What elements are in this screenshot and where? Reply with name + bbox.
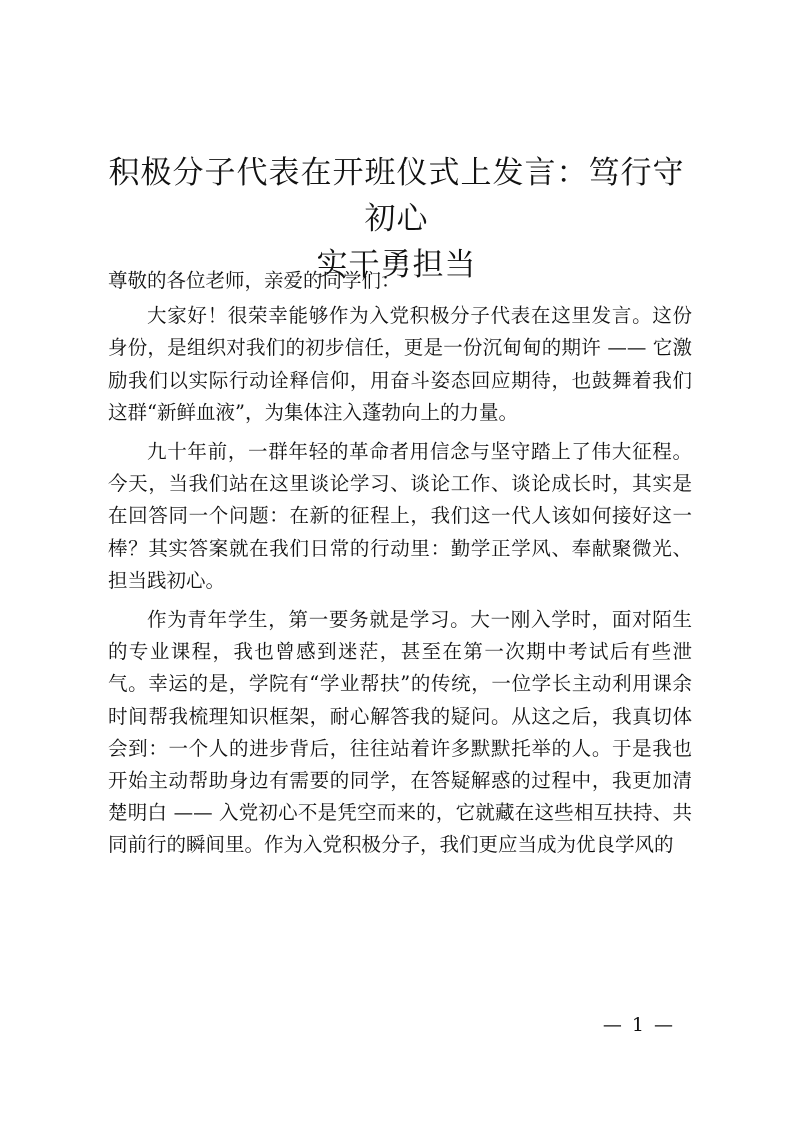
salutation: 尊敬的各位老师，亲爱的同学们： <box>108 269 401 292</box>
paragraph-1: 大家好！很荣幸能够作为入党积极分子代表在这里发言。这份身份，是组织对我们的初步信任，更是一份沉甸甸的期许 —— 它激励我们以实际行动诠释信仰，用奋斗姿态回应期待，也鼓舞着我们这群“新鲜血液”，为集体注入蓬勃向上的力量。 <box>108 304 692 424</box>
paragraph-3: 作为青年学生，第一要务就是学习。大一刚入学时，面对陌生的专业课程，我也曾感到迷茫，甚至在第一次期中考试后有些泄气。幸运的是，学院有“学业帮扶”的传统，一位学长主动利用课余时间帮我梳理知识框架，耐心解答我的疑问。从这之后，我真切体会到：一个人的进步背后，往往站着许多默默托举的人。于是我也开始主动帮助身边有需要的同学，在答疑解惑的过程中，我更加清楚明白 —— 入党初心不是凭空而来的，它就藏在这些相互扶持、共同前行的瞬间里。作为入党积极分子，我们更应当成为优良学风的 <box>108 608 692 857</box>
title-line-1: 积极分子代表在开班仪式上发言：笃行守初心 <box>108 155 685 237</box>
page-number: — 1 — <box>602 1014 675 1036</box>
title-line-2: 实干勇担当 <box>316 247 477 283</box>
paragraph-2: 九十年前，一群年轻的革命者用信念与坚守踏上了伟大征程。今天，当我们站在这里谈论学习、谈论工作、谈论成长时，其实是在回答同一个问题：在新的征程上，我们这一代人该如何接好这一棒？其实答案就在我们日常的行动里：勤学正学风、奉献聚微光、担当践初心。 <box>108 440 692 592</box>
document-body <box>108 265 692 869</box>
